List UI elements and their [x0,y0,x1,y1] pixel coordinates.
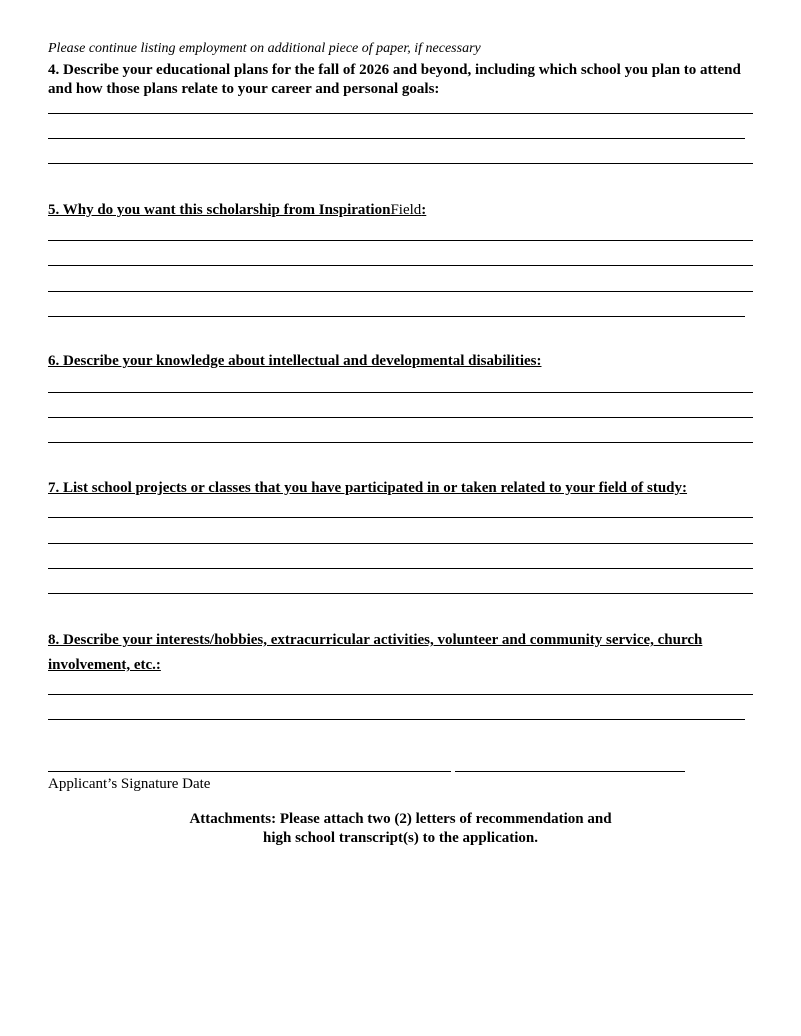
signature-line[interactable] [48,771,451,772]
q4-answer-line-2[interactable] [48,138,745,139]
question-4-prompt: 4. Describe your educational plans for the fall of 2026 and beyond, including which school you plan to attend and how those plans relate to your career and personal goals: [48,62,741,97]
q7-answer-line-1[interactable] [48,517,753,518]
q5-answer-line-1[interactable] [48,240,753,241]
q5-colon: : [421,202,427,218]
attachments-line-2: high school transcript(s) to the application. [262,830,538,846]
q8-answer-line-2[interactable] [48,719,745,720]
q6-answer-line-3[interactable] [48,442,753,443]
q8-answer-line-1[interactable] [48,694,753,695]
q7-answer-line-2[interactable] [48,543,753,544]
q5-answer-line-3[interactable] [48,291,753,292]
q5-answer-line-4[interactable] [48,316,745,317]
q6-answer-line-2[interactable] [48,417,753,418]
q5-answer-line-2[interactable] [48,265,753,266]
q7-answer-line-4[interactable] [48,593,753,594]
attachments-line-1: Attachments: Please attach two (2) letters of recommendation and [189,811,612,827]
q4-answer-line-3[interactable] [48,163,753,164]
continuation-note: Please continue listing employment on additional piece of paper, if necessary [48,41,481,56]
q5-plain-text: Field [390,202,422,218]
q4-answer-line-1[interactable] [48,113,753,114]
question-5-prompt [48,201,426,220]
q6-answer-line-1[interactable] [48,392,753,393]
q7-answer-line-3[interactable] [48,568,753,569]
date-line[interactable] [455,771,685,772]
question-6-prompt: 6. Describe your knowledge about intellectual and developmental disabilities: [48,353,542,369]
signature-date-label: Applicant’s Signature Date [48,776,211,792]
q5-bold-text: 5. Why do you want this scholarship from Inspiration [48,202,391,218]
question-7-prompt: 7. List school projects or classes that you have participated in or taken related to your field of study: [48,480,688,496]
question-8-prompt: 8. Describe your interests/hobbies, extracurricular activities, volunteer and community service, church involvement, etc.: [48,632,703,673]
